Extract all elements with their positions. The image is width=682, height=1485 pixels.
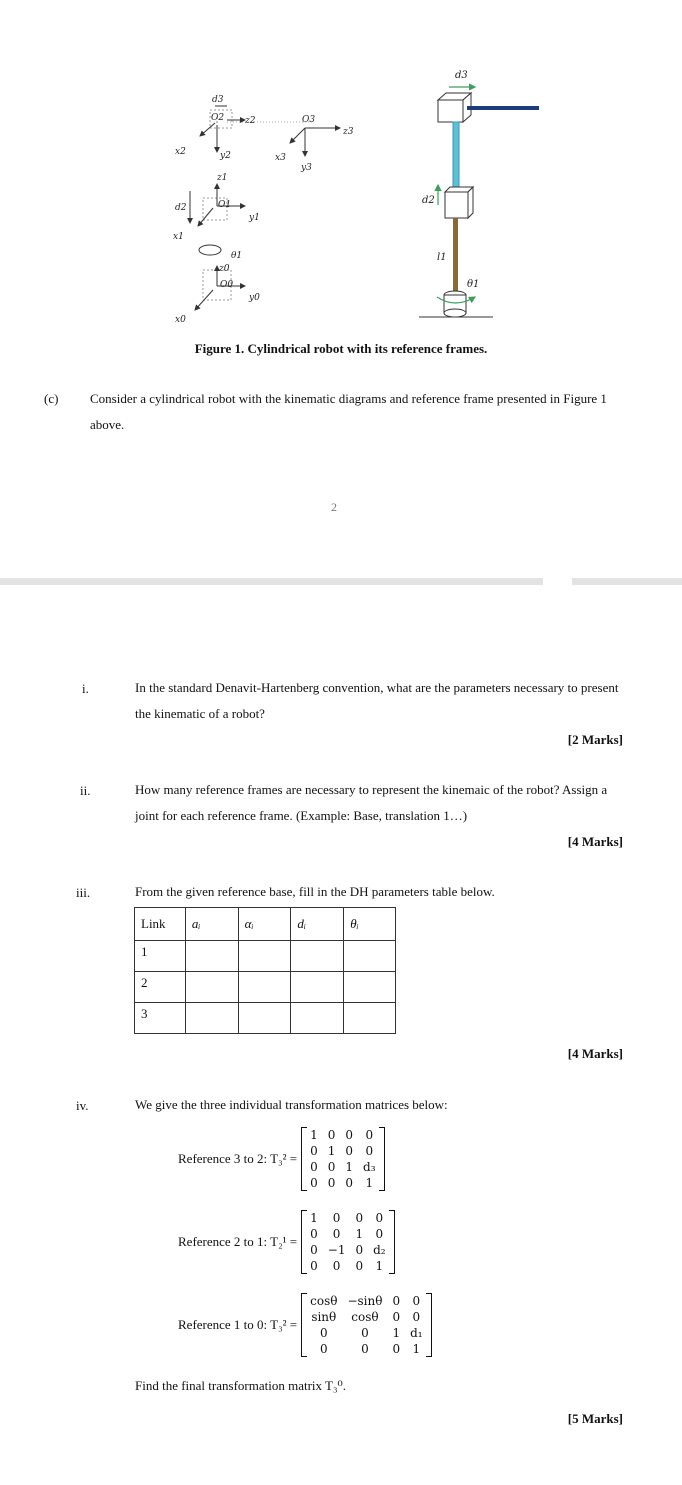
page-number: 2 bbox=[331, 500, 337, 514]
label-x1: x1 bbox=[173, 232, 184, 242]
dh-empty-cell[interactable] bbox=[291, 1003, 344, 1034]
dh-empty-cell[interactable] bbox=[185, 1003, 238, 1034]
matrix-entry: 0 bbox=[412, 1310, 421, 1324]
q3-marks: [4 Marks] bbox=[567, 1046, 623, 1061]
dh-header-link: Link bbox=[135, 908, 186, 941]
matrix-entry: 0 bbox=[365, 1144, 374, 1158]
matrix-entry: 0 bbox=[375, 1227, 384, 1241]
matrix-entry: 0 bbox=[327, 1128, 336, 1142]
label-d3-right: d3 bbox=[455, 70, 468, 81]
matrix-entry: 0 bbox=[332, 1211, 341, 1225]
matrix-entry: 1 bbox=[345, 1160, 354, 1174]
label-z3: z3 bbox=[343, 127, 354, 137]
q1-text: In the standard Denavit-Hartenberg convention, what are the parameters necessary to present the kinematic of a robot? bbox=[135, 680, 619, 721]
matrix-entry: cosθ bbox=[351, 1310, 379, 1324]
matrix-T10 bbox=[301, 1293, 431, 1357]
label-x2: x2 bbox=[175, 147, 186, 157]
figure-caption: Figure 1. Cylindrical robot with its reference frames. bbox=[194, 341, 488, 356]
label-O1: O1 bbox=[218, 200, 232, 210]
dh-header-theta: θᵢ bbox=[344, 908, 396, 941]
label-O3: O3 bbox=[302, 115, 316, 125]
label-O2: O2 bbox=[211, 113, 225, 123]
label-d2-right: d2 bbox=[422, 195, 435, 206]
matrix-entry: 1 bbox=[355, 1227, 364, 1241]
matrix-label: Reference 3 to 2: T₃² = bbox=[178, 1151, 298, 1166]
label-theta1-left: θ1 bbox=[231, 251, 243, 261]
q2-text: How many reference frames are necessary to represent the kinemaic of the robot? Assign a joint for each reference frame. (Example: Base, translation 1…) bbox=[135, 782, 608, 823]
matrix-row-3-to-2 bbox=[178, 1127, 385, 1191]
label-z1: z1 bbox=[217, 173, 228, 183]
matrix-entry: 0 bbox=[310, 1160, 318, 1174]
label-theta1-right: θ1 bbox=[467, 279, 480, 290]
matrix-entry: cosθ bbox=[310, 1294, 338, 1308]
dh-empty-cell[interactable] bbox=[291, 941, 344, 972]
matrix-entry: 0 bbox=[319, 1342, 328, 1356]
label-x3: x3 bbox=[275, 153, 286, 163]
matrix-T21 bbox=[301, 1210, 394, 1274]
matrix-entry: −sinθ bbox=[347, 1294, 383, 1308]
dh-header-a: aᵢ bbox=[185, 908, 238, 941]
matrix-entry: 1 bbox=[412, 1342, 421, 1356]
matrix-entry: 1 bbox=[310, 1211, 318, 1225]
reference-frames-diagram bbox=[165, 88, 375, 333]
dh-empty-cell[interactable] bbox=[344, 972, 396, 1003]
q4-marks: [5 Marks] bbox=[567, 1411, 623, 1426]
label-y3: y3 bbox=[301, 163, 312, 173]
q3-number: iii. bbox=[76, 885, 91, 900]
label-O0: O0 bbox=[220, 280, 234, 290]
dh-empty-cell[interactable] bbox=[185, 941, 238, 972]
part-c-label: (c) bbox=[44, 391, 59, 406]
matrix-entry: 0 bbox=[319, 1326, 328, 1340]
label-z0: z0 bbox=[219, 264, 230, 274]
matrix-entry: 1 bbox=[327, 1144, 336, 1158]
matrix-entry: 1 bbox=[310, 1128, 318, 1142]
dh-empty-cell[interactable] bbox=[238, 941, 291, 972]
label-y1: y1 bbox=[249, 213, 260, 223]
matrix-entry: 0 bbox=[412, 1294, 421, 1308]
part-c-text: Consider a cylindrical robot with the kinematic diagrams and reference frame presented in Figure 1 above. bbox=[90, 391, 607, 432]
dh-empty-cell[interactable] bbox=[344, 941, 396, 972]
matrix-entry: 1 bbox=[365, 1176, 374, 1190]
matrix-row-2-to-1 bbox=[178, 1210, 395, 1274]
dh-link-cell: 3 bbox=[135, 1003, 186, 1034]
matrix-entry: 0 bbox=[392, 1310, 401, 1324]
label-y0: y0 bbox=[249, 293, 260, 303]
dh-empty-cell[interactable] bbox=[238, 1003, 291, 1034]
matrix-entry: 0 bbox=[365, 1128, 374, 1142]
matrix-entry: 0 bbox=[310, 1227, 318, 1241]
page-separator-right bbox=[572, 578, 682, 585]
matrix-entry: 0 bbox=[355, 1211, 364, 1225]
dh-header-d: dᵢ bbox=[291, 908, 344, 941]
matrix-entry: 1 bbox=[375, 1259, 384, 1273]
matrix-entry: 0 bbox=[310, 1259, 318, 1273]
matrix-entry: 0 bbox=[332, 1227, 341, 1241]
matrix-entry: 0 bbox=[327, 1176, 336, 1190]
q4-number: iv. bbox=[76, 1098, 89, 1113]
matrix-entry: 0 bbox=[375, 1211, 384, 1225]
dh-empty-cell[interactable] bbox=[291, 972, 344, 1003]
q3-text: From the given reference base, fill in the DH parameters table below. bbox=[135, 884, 495, 899]
page-separator bbox=[0, 578, 543, 585]
matrix-entry: 0 bbox=[355, 1259, 364, 1273]
dh-link-cell: 1 bbox=[135, 941, 186, 972]
label-x0: x0 bbox=[175, 315, 186, 325]
dh-empty-cell[interactable] bbox=[344, 1003, 396, 1034]
q2-number: ii. bbox=[80, 783, 91, 798]
matrix-entry: 0 bbox=[345, 1128, 354, 1142]
matrix-entry: 1 bbox=[392, 1326, 401, 1340]
table-row bbox=[135, 1003, 396, 1034]
table-row bbox=[135, 941, 396, 972]
matrix-entry: 0 bbox=[345, 1144, 354, 1158]
q2-marks: [4 Marks] bbox=[567, 834, 623, 849]
matrix-entry: 0 bbox=[310, 1144, 318, 1158]
matrix-entry: 0 bbox=[361, 1326, 369, 1340]
matrix-entry: 0 bbox=[361, 1342, 369, 1356]
label-l1-right: l1 bbox=[437, 252, 447, 263]
matrix-row-1-to-0 bbox=[178, 1293, 432, 1357]
q1-number: i. bbox=[82, 681, 89, 696]
q1-marks: [2 Marks] bbox=[567, 732, 623, 747]
q4-text: We give the three individual transformation matrices below: bbox=[135, 1097, 448, 1112]
matrix-entry: 0 bbox=[332, 1259, 341, 1273]
label-y2: y2 bbox=[220, 151, 231, 161]
matrix-entry: d₃ bbox=[363, 1160, 376, 1174]
matrix-entry: d₁ bbox=[410, 1326, 423, 1340]
table-row bbox=[135, 972, 396, 1003]
matrix-T32 bbox=[301, 1127, 384, 1191]
matrix-label: Reference 1 to 0: T₃² = bbox=[178, 1317, 298, 1332]
label-d2: d2 bbox=[175, 203, 187, 213]
label-d3: d3 bbox=[212, 95, 224, 105]
matrix-entry: −1 bbox=[327, 1243, 346, 1257]
q4-final-text: Find the final transformation matrix T₃⁰. bbox=[135, 1378, 346, 1393]
dh-empty-cell[interactable] bbox=[185, 972, 238, 1003]
matrix-entry: 0 bbox=[310, 1176, 318, 1190]
matrix-entry: 0 bbox=[310, 1243, 318, 1257]
matrix-entry: 0 bbox=[345, 1176, 354, 1190]
matrix-entry: sinθ bbox=[311, 1310, 337, 1324]
label-z2: z2 bbox=[245, 116, 256, 126]
matrix-entry: d₂ bbox=[373, 1243, 386, 1257]
cylindrical-robot-diagram bbox=[405, 65, 555, 330]
dh-link-cell: 2 bbox=[135, 972, 186, 1003]
matrix-label: Reference 2 to 1: T₂¹ = bbox=[178, 1234, 298, 1249]
matrix-entry: 0 bbox=[392, 1342, 401, 1356]
matrix-entry: 0 bbox=[327, 1160, 336, 1174]
dh-header-alpha: αᵢ bbox=[238, 908, 291, 941]
dh-parameter-table bbox=[134, 907, 396, 1034]
matrix-entry: 0 bbox=[392, 1294, 401, 1308]
matrix-entry: 0 bbox=[355, 1243, 364, 1257]
dh-empty-cell[interactable] bbox=[238, 972, 291, 1003]
